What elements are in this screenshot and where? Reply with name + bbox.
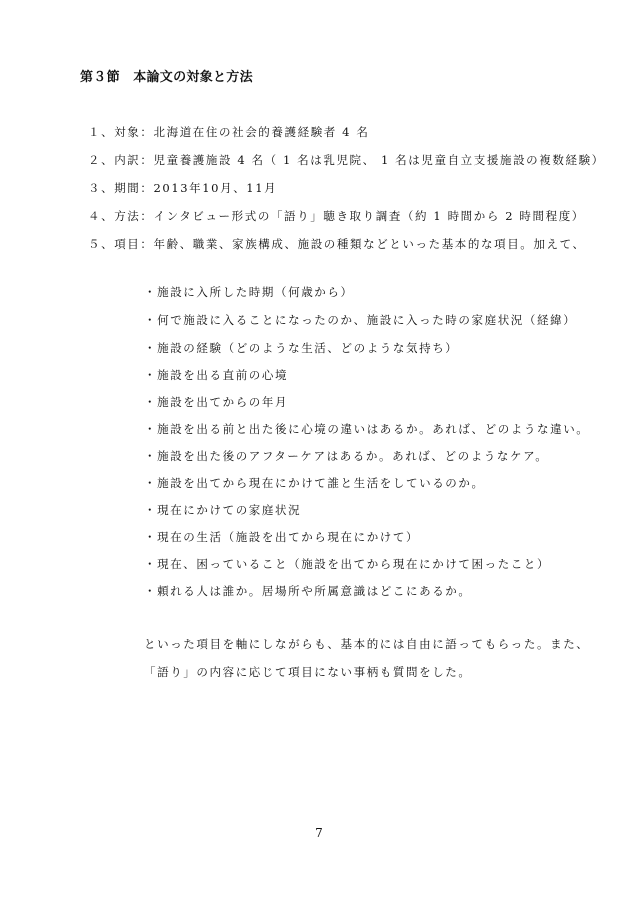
list-item: ・施設を出た後のアフターケアはあるか。あれば、どのようなケア。 xyxy=(144,449,549,463)
list-item: ・施設に入所した時期（何歳から） xyxy=(144,285,354,299)
list-item: ・現在の生活（施設を出てから現在にかけて） xyxy=(144,530,420,544)
method-item-topics: ５、項目：年齢、職業、家族構成、施設の種類などといった基本的な項目。加えて、 xyxy=(88,237,586,251)
list-item: ・現在、困っていること（施設を出てから現在にかけて困ったこと） xyxy=(144,557,551,571)
list-item: ・施設を出てから現在にかけて誰と生活をしているのか。 xyxy=(144,476,485,490)
method-item-breakdown: ２、内訳：児童養護施設 4 名（ 1 名は乳児院、 1 名は児童自立支援施設の複数経験） xyxy=(88,153,605,167)
list-item: ・施設の経験（どのような生活、どのような気持ち） xyxy=(144,341,459,355)
list-item: ・施設を出る前と出た後に心境の違いはあるか。あれば、どのような違い。 xyxy=(144,422,590,436)
page-number: 7 xyxy=(315,826,323,840)
method-item-period: ３、期間：2013年10月、11月 xyxy=(88,181,278,195)
method-item-target: １、対象：北海道在住の社会的養護経験者 4 名 xyxy=(88,125,370,139)
method-item-method: ４、方法：インタビュー形式の「語り」聴き取り調査（約 1 時間から 2 時間程度） xyxy=(88,209,585,223)
section-heading: 第３節 本論文の対象と方法 xyxy=(80,70,253,85)
closing-line: 「語り」の内容に応じて項目にない事柄も質問をした。 xyxy=(144,665,472,679)
list-item: ・施設を出る直前の心境 xyxy=(144,368,289,382)
list-item: ・何で施設に入ることになったのか、施設に入った時の家庭状況（経緯） xyxy=(144,313,577,327)
list-item: ・現在にかけての家庭状況 xyxy=(144,503,302,517)
list-item: ・頼れる人は誰か。居場所や所属意識はどこにあるか。 xyxy=(144,584,472,598)
closing-line: といった項目を軸にしながらも、基本的には自由に語ってもらった。また、 xyxy=(144,637,590,651)
list-item: ・施設を出てからの年月 xyxy=(144,395,289,409)
